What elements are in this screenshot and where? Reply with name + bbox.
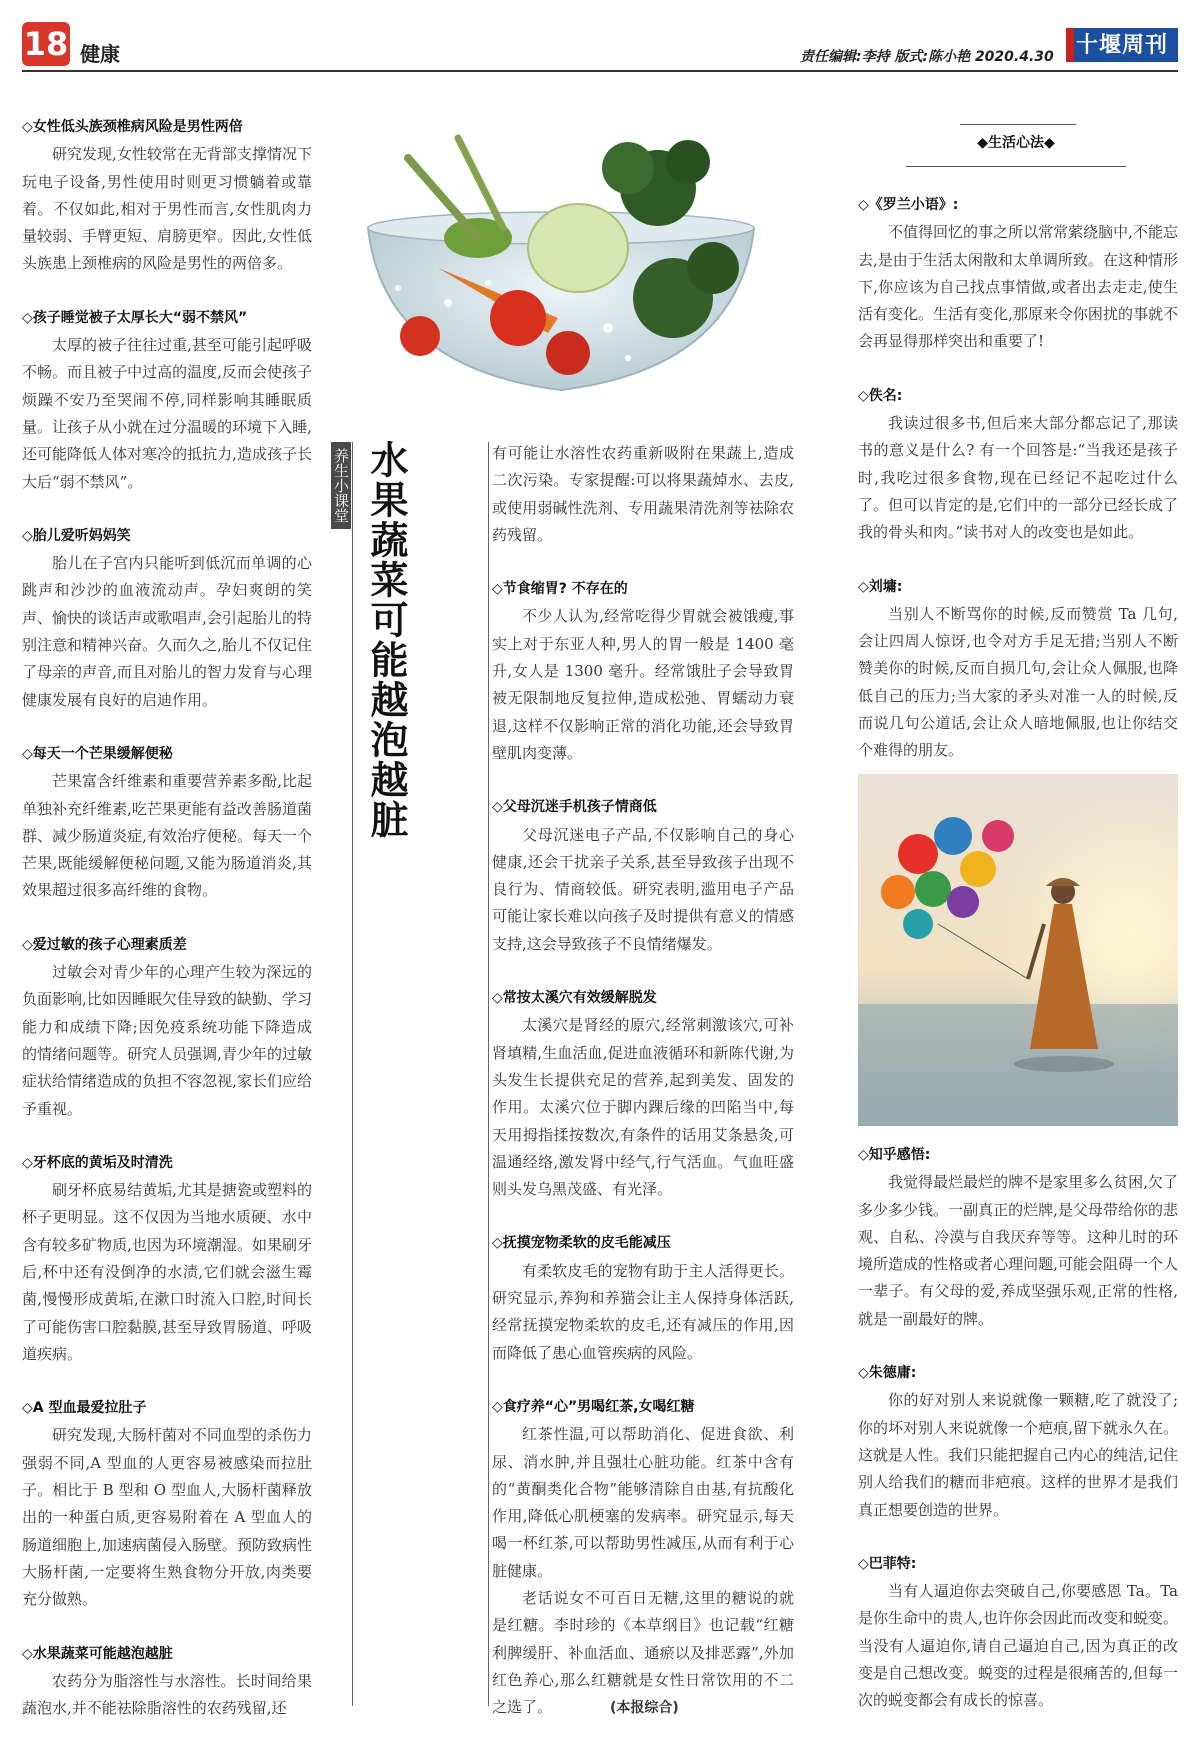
quote-author: ◇《罗兰小语》: bbox=[858, 197, 959, 213]
article bbox=[22, 1641, 312, 1723]
quote-body: 当别人不断骂你的时候,反而赞赏 Ta 几句,会让四周人惊讶,也令对方手足无措;当别人不断赞美你的时候,反而自损几句,会让众人佩服,也降低自己的压力;当大家的矛头对准一人的时候,反而说几句公道话,会让众人暗地佩服,也让你结交个难得的朋友。 bbox=[858, 604, 1178, 760]
sidebar-label: ◆生活心法◆ bbox=[977, 135, 1055, 151]
woman-with-balloons-photo bbox=[858, 774, 1178, 1126]
quote bbox=[858, 383, 1178, 547]
article-body: 太厚的被子往往过重,甚至可能引起呼吸不畅。而且被子中过高的温度,反而会使孩子烦躁不安乃至哭闹不停,同样影响其睡眠质量。让孩子从小就在过分温暖的环境下入睡,还可能降低人体对寒冷的抵抗力,造成孩子长大后“弱不禁风”。 bbox=[22, 336, 312, 491]
article-body: 芒果富含纤维素和重要营养素多酚,比起单独补充纤维素,吃芒果更能有益改善肠道菌群、减少肠道炎症,有效治疗便秘。每天一个芒果,既能缓解便秘问题,又能为肠道消炎,其效果超过很多高纤维的食物。 bbox=[22, 772, 312, 900]
article-body: 不少人认为,经常吃得少胃就会被饿瘦,事实上对于东亚人种,男人的胃一般是 1400 毫升,女人是 1300 毫升。经常饿肚子会导致胃被无限制地反复拉伸,造成松弛、胃蠕动力衰退,这样不仅影响正常的消化功能,还会导致胃壁肌肉变薄。 bbox=[492, 607, 794, 762]
article-title: ◇抚摸宠物柔软的皮毛能减压 bbox=[492, 1235, 671, 1252]
article bbox=[22, 1150, 312, 1368]
quote-body: 你的好对别人来说就像一颗糖,吃了就没了;你的坏对别人来说就像一个疤痕,留下就永久在。这就是人性。我们只能把握自己内心的纯洁,记住别人给我们的糖而非疤痕。这样的世界才是我们真正想要创造的世界。 bbox=[858, 1391, 1178, 1519]
sidebar-rule bbox=[906, 166, 1126, 167]
article-title: ◇胎儿爱听妈妈笑 bbox=[22, 527, 131, 544]
source-note: (本报综合) bbox=[610, 1700, 679, 1717]
article-body: 太溪穴是肾经的原穴,经常刺激该穴,可补肾填精,生血活血,促进血液循环和新陈代谢,为头发生长提供充足的营养,起到美发、固发的作用。太溪穴位于脚内踝后缘的凹陷当中,每天用拇指揉按数次,有条件的话用艾条悬灸,可温通经络,激发肾中经气,行气活血。气血旺盛则头发乌黑茂盛、有光泽。 bbox=[492, 1016, 794, 1199]
header-rule bbox=[22, 70, 1178, 72]
article-title: ◇爱过敏的孩子心理素质差 bbox=[22, 936, 187, 953]
article-body: 农药分为脂溶性与水溶性。长时间给果蔬泡水,并不能祛除脂溶性的农药残留,还 bbox=[22, 1671, 312, 1718]
page-number: 18 bbox=[22, 22, 70, 66]
article-body: 有柔软皮毛的宠物有助于主人活得更长。研究显示,养狗和养猫会让主人保持身体活跃,经常抚摸宠物柔软的皮毛,还有减压的作用,因而降低了患心血管疾病的风险。 bbox=[492, 1261, 794, 1362]
quote-body: 我觉得最烂最烂的牌不是家里多么贫困,欠了多少多少钱。一副真正的烂牌,是父母带给你的悲观、自私、冷漠与自我厌弃等等。这种儿时的环境所造成的性格或者心理问题,可能会阻碍一个人一辈子。有父母的爱,养成坚强乐观,正常的性格,就是一副最好的牌。 bbox=[858, 1173, 1178, 1328]
column-divider bbox=[488, 442, 489, 1706]
article bbox=[22, 114, 312, 278]
quote bbox=[858, 1360, 1178, 1524]
article-title: ◇水果蔬菜可能越泡越脏 bbox=[22, 1645, 173, 1662]
article-title: ◇父母沉迷手机孩子情商低 bbox=[492, 799, 657, 816]
quote-author: ◇朱德庸: bbox=[858, 1365, 917, 1382]
article-body: 老话说女不可百日无糖,这里的糖说的就是红糖。李时珍的《本草纲目》也记载“红糖利脾缓肝、补血活血、通瘀以及排恶露”,外加红色养心,那么红糖就是女性日常饮用的不二之选了。 (本报综合) bbox=[492, 1588, 794, 1717]
column-center bbox=[492, 440, 794, 1722]
article bbox=[22, 523, 312, 714]
article-title: ◇牙杯底的黄垢及时清洗 bbox=[22, 1154, 173, 1171]
article-body: 父母沉迷电子产品,不仅影响自己的身心健康,还会干扰亲子关系,甚至导致孩子出现不良行为、情商较低。研究表明,滥用电子产品可能让家长难以向孩子及时提供有意义的情感支持,这会导致孩子不良情绪爆发。 bbox=[492, 825, 794, 953]
quote-body: 我读过很多书,但后来大部分都忘记了,那读书的意义是什么? 有一个回答是:“当我还是孩子时,我吃过很多食物,现在已经记不起吃过什么了。但可以肯定的是,它们中的一部分已经长成了我的骨头和肉。”读书对人的改变也是如此。 bbox=[858, 414, 1178, 542]
masthead-accent bbox=[1066, 28, 1074, 62]
article-body: 红茶性温,可以帮助消化、促进食欲、利尿、消水肿,并且强壮心脏功能。红茶中含有的“黄酮类化合物”能够清除自由基,有抗酸化作用,降低心肌梗塞的发病率。研究显示,每天喝一杯红茶,可以帮助男性减压,从而有利于心脏健康。 bbox=[492, 1425, 794, 1580]
article-body: 刷牙杯底易结黄垢,尤其是搪瓷或塑料的杯子更明显。这不仅因为当地水质硬、水中含有较多矿物质,也因为环境潮湿。如果刷牙后,杯中还有没倒净的水渍,它们就会滋生霉菌,慢慢形成黄垢,在漱口时流入口腔,时间长了可能伤害口腔黏膜,甚至导致胃肠道、呼吸道疾病。 bbox=[22, 1181, 312, 1363]
article-body: 过敏会对青少年的心理产生较为深远的负面影响,比如因睡眠欠佳导致的缺勤、学习能力和成绩下降;因免疫系统功能下降造成的情绪问题等。研究人员强调,青少年的过敏症状给情绪造成的负担不容忽视,家长们应给予重视。 bbox=[22, 963, 312, 1118]
article bbox=[22, 1395, 312, 1613]
column-right-lower bbox=[858, 1142, 1178, 1715]
article-body: 研究发现,女性较常在无背部支撑情况下玩电子设备,男性使用时则更习惯躺着或靠着。不仅如此,相对于男性而言,女性肌肉力量较弱、手臂更短、肩膀更窄。因此,女性低头族患上颈椎病的风险是男性的两倍多。 bbox=[22, 145, 312, 273]
quote bbox=[858, 1142, 1178, 1333]
masthead-logo: 十堰周刊 bbox=[1066, 28, 1178, 62]
vegetables-illustration bbox=[328, 118, 794, 408]
quote-author: ◇佚名: bbox=[858, 387, 903, 404]
article bbox=[22, 932, 312, 1123]
feature-kicker: 养生小课堂 bbox=[331, 442, 351, 529]
article bbox=[492, 985, 794, 1203]
article-title: ◇A 型血最爱拉肚子 bbox=[22, 1400, 147, 1417]
sidebar-rule bbox=[960, 124, 1076, 125]
article-title: ◇女性低头族颈椎病风险是男性两倍 bbox=[22, 119, 243, 135]
section-title: 健康 bbox=[80, 42, 120, 66]
article bbox=[492, 1230, 794, 1366]
vegetables-in-water-photo bbox=[328, 118, 794, 408]
article-title: ◇每天一个芒果缓解便秘 bbox=[22, 745, 173, 762]
quote-author: ◇巴菲特: bbox=[858, 1555, 917, 1572]
article-title: ◇节食缩胃? 不存在的 bbox=[492, 581, 628, 598]
column-left bbox=[22, 114, 312, 1749]
article bbox=[22, 305, 312, 496]
article bbox=[22, 741, 312, 905]
quote bbox=[858, 192, 1178, 356]
article-title: ◇常按太溪穴有效缓解脱发 bbox=[492, 990, 657, 1007]
article bbox=[492, 1394, 794, 1723]
article bbox=[492, 440, 794, 549]
article-title: ◇食疗养“心”男喝红茶,女喝红糖 bbox=[492, 1398, 695, 1415]
quote-body: 当有人逼迫你去突破自己,你要感恩 Ta。Ta是你生命中的贵人,也许你会因此而改变和蜕变。当没有人逼迫你,请自己逼迫自己,因为真正的改变是自己想改变。蜕变的过程是很痛苦的,但每一次的蜕变都会有成长的惊喜。 bbox=[858, 1582, 1178, 1710]
article-title: ◇孩子睡觉被子太厚长大“弱不禁风” bbox=[22, 309, 248, 326]
article-body: 研究发现,大肠杆菌对不同血型的杀伤力强弱不同,A 型血的人更容易被感染而拉肚子。相比于 B 型和 O 型血人,大肠杆菌释放出的一种蛋白质,更容易附着在 A 型血人的肠道细胞上,加速病菌侵入肠壁。预防致病性大肠杆菌,一定要将生熟食物分开放,肉类要充分做熟。 bbox=[22, 1426, 312, 1609]
balloons-illustration bbox=[858, 774, 1178, 1126]
column-divider bbox=[352, 442, 353, 1706]
article-body: 有可能让水溶性农药重新吸附在果蔬上,造成二次污染。专家提醒:可以将果蔬焯水、去皮,或使用弱碱性洗剂、专用蔬果清洗剂等祛除农药残留。 bbox=[492, 444, 794, 544]
quote-author: ◇刘墉: bbox=[858, 578, 903, 595]
quote bbox=[858, 574, 1178, 765]
article-body: 胎儿在子宫内只能听到低沉而单调的心跳声和沙沙的血液流动声。孕妇爽朗的笑声、愉快的谈话声或歌唱声,会引起胎儿的特别注意和精神兴奋。久而久之,胎儿不仅记住了母亲的声音,而且对胎儿的智力发育与心理健康发展有良好的启迪作用。 bbox=[22, 554, 312, 709]
article bbox=[492, 794, 794, 958]
feature-title: 水果蔬菜可能越泡越脏 bbox=[364, 440, 409, 840]
column-right bbox=[858, 192, 1178, 792]
editor-credits: 责任编辑:李持 版式:陈小艳 2020.4.30 bbox=[800, 49, 1054, 65]
quote-author: ◇知乎感悟: bbox=[858, 1147, 931, 1163]
quote bbox=[858, 1551, 1178, 1715]
quote-body: 不值得回忆的事之所以常常萦绕脑中,不能忘去,是由于生活太闲散和太单调所致。在这种情形下,你应该为自己找点事情做,或者出去走走,使生活有变化。生活有变化,那原来令你困扰的事就不会再显得那样突出和重要了! bbox=[858, 223, 1178, 351]
article bbox=[492, 576, 794, 767]
